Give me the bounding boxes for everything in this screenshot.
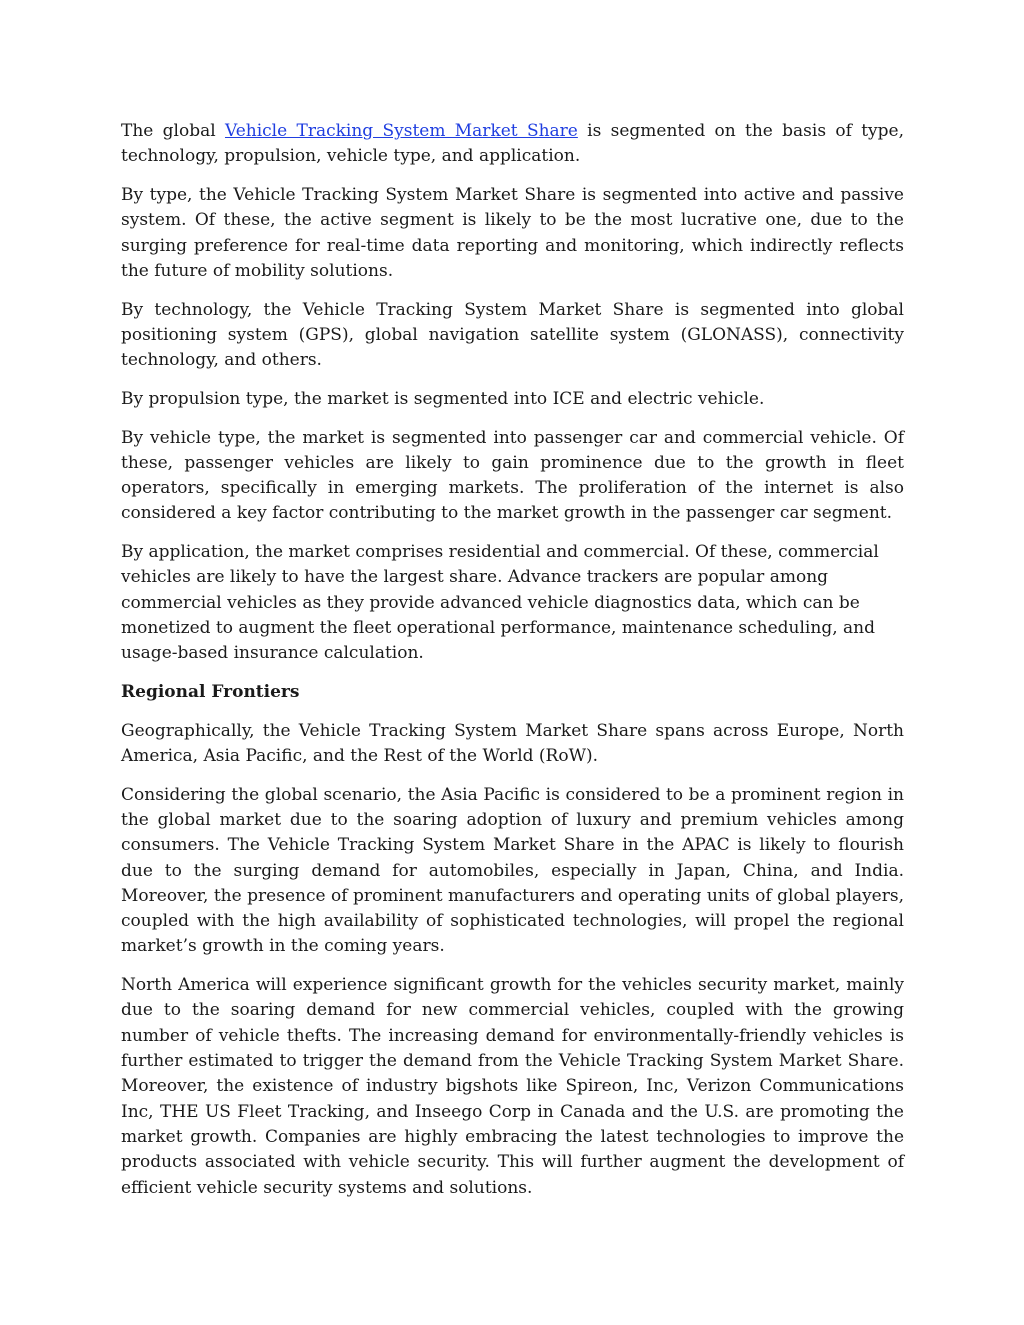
propulsion-paragraph: By propulsion type, the market is segmented into ICE and electric vehicle.: [121, 388, 765, 409]
intro-text-before: The global: [121, 121, 225, 141]
regional-heading: Regional Frontiers: [121, 681, 300, 702]
type-paragraph: By type, the Vehicle Tracking System Market Share is segmented into active and passive system. Of these, the active segment is likely to be the most lucrative one, due to the surging preference for real-time data reporting and monitoring, which indirectly reflects the future of mobility solutions.: [121, 184, 904, 281]
technology-paragraph: By technology, the Vehicle Tracking System Market Share is segmented into global positioning system (GPS), global navigation satellite system (GLONASS), connectivity technology, and others.: [121, 299, 904, 371]
intro-paragraph: [121, 119, 904, 170]
document-page: [121, 119, 904, 1214]
north-america-paragraph: North America will experience significant growth for the vehicles security market, mainly due to the soaring demand for new commercial vehicles, coupled with the growing number of vehicle thefts. The increasing demand for environmentally-friendly vehicles is further estimated to trigger the demand from the Vehicle Tracking System Market Share. Moreover, the existence of industry bigshots like Spireon, Inc, Verizon Communications Inc, THE US Fleet Tracking, and Inseego Corp in Canada and the U.S. are promoting the market growth. Companies are highly embracing the latest technologies to improve the products associated with vehicle security. This will further augment the development of efficient vehicle security systems and solutions.: [121, 975, 904, 1198]
application-paragraph: By application, the market comprises residential and commercial. Of these, commercial vehicles are likely to have the largest share. Advance trackers are popular among commercial vehicles as they provide advanced vehicle diagnostics data, which can be monetized to augment the fleet operational performance, maintenance scheduling, and usage-based insurance calculation.: [121, 542, 879, 664]
vehicle-type-paragraph: By vehicle type, the market is segmented into passenger car and commercial vehicle. Of these, passenger vehicles are likely to gain prominence due to the growth in fleet operators, specifically in emerging markets. The proliferation of the internet is also considered a key factor contributing to the market growth in the passenger car segment.: [121, 427, 904, 524]
market-share-link[interactable]: Vehicle Tracking System Market Share: [224, 121, 578, 141]
intro-text-after: is segmented on the basis of type, technology, propulsion, vehicle type, and application.: [121, 121, 904, 167]
geography-paragraph: Geographically, the Vehicle Tracking System Market Share spans across Europe, North America, Asia Pacific, and the Rest of the World (RoW).: [121, 720, 904, 766]
asia-pacific-paragraph: Considering the global scenario, the Asia Pacific is considered to be a prominent region in the global market due to the soaring adoption of luxury and premium vehicles among consumers. The Vehicle Tracking System Market Share in the APAC is likely to flourish due to the surging demand for automobiles, especially in Japan, China, and India. Moreover, the presence of prominent manufacturers and operating units of global players, coupled with the high availability of sophisticated technologies, will propel the regional market’s growth in the coming years.: [121, 784, 904, 957]
